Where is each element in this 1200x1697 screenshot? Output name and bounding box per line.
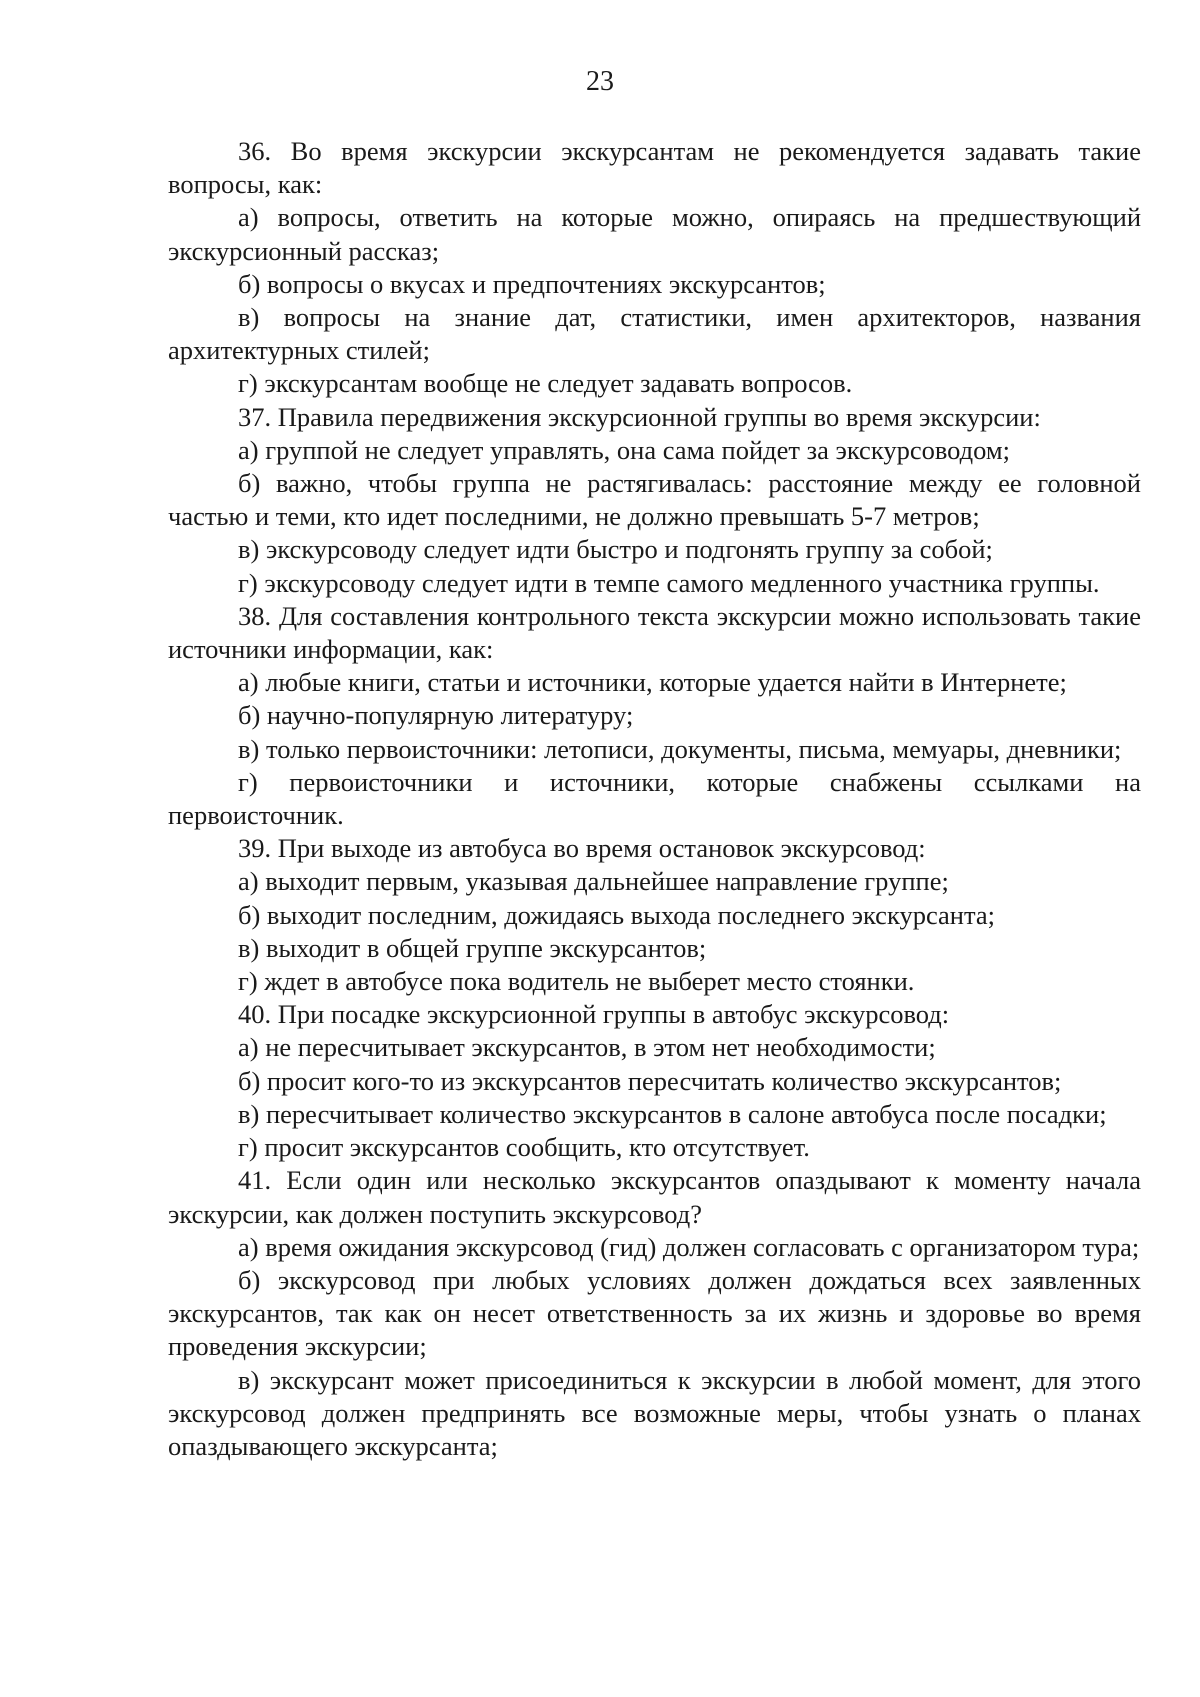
answer-option: б) научно-популярную литературу; bbox=[238, 700, 634, 731]
question-stem: 37. Правила передвижения экскурсионной группы во время экскурсии: bbox=[238, 401, 1041, 432]
answer-option: г) ждет в автобусе пока водитель не выберет место стоянки. bbox=[238, 966, 915, 997]
answer-option: в) пересчитывает количество экскурсантов в салоне автобуса после посадки; bbox=[238, 1098, 1107, 1129]
question-37 bbox=[168, 401, 1141, 600]
answer-option: в) экскурсоводу следует идти быстро и подгонять группу за собой; bbox=[238, 534, 993, 565]
answer-option: в) выходит в общей группе экскурсантов; bbox=[238, 932, 707, 963]
answer-option: б) важно, чтобы группа не растягивалась: расстояние между ее головной частью и теми, кто идет последними, не должно превышать 5-7 метров; bbox=[168, 468, 1141, 532]
page-number: 23 bbox=[586, 66, 614, 97]
answer-option: г) экскурсоводу следует идти в темпе самого медленного участника группы. bbox=[238, 567, 1100, 598]
answer-option: а) время ожидания экскурсовод (гид) должен согласовать с организатором тура; bbox=[238, 1231, 1140, 1262]
document-body bbox=[168, 135, 1141, 1463]
question-stem: 36. Во время экскурсии экскурсантам не рекомендуется задавать такие вопросы, как: bbox=[168, 136, 1141, 200]
answer-option: а) не пересчитывает экскурсантов, в этом нет необходимости; bbox=[238, 1032, 936, 1063]
answer-option: б) экскурсовод при любых условиях должен дождаться всех заявленных экскурсантов, так как он несет ответственность за их жизнь и здоровье во время проведения экскурсии; bbox=[168, 1264, 1141, 1362]
question-36 bbox=[168, 135, 1141, 401]
question-stem: 39. При выходе из автобуса во время остановок экскурсовод: bbox=[238, 833, 926, 864]
answer-option: г) экскурсантам вообще не следует задавать вопросов. bbox=[238, 368, 853, 399]
answer-option: б) вопросы о вкусах и предпочтениях экскурсантов; bbox=[238, 268, 826, 299]
question-41 bbox=[168, 1164, 1141, 1463]
question-stem: 41. Если один или несколько экскурсантов опаздывают к моменту начала экскурсии, как должен поступить экскурсовод? bbox=[168, 1165, 1141, 1229]
answer-option: г) первоисточники и источники, которые снабжены ссылками на первоисточник. bbox=[168, 766, 1141, 831]
answer-option: в) только первоисточники: летописи, документы, письма, мемуары, дневники; bbox=[238, 733, 1122, 764]
answer-option: б) выходит последним, дожидаясь выхода последнего экскурсанта; bbox=[238, 899, 995, 930]
question-38 bbox=[168, 600, 1141, 832]
answer-option: в) вопросы на знание дат, статистики, имен архитекторов, названия архитектурных стилей; bbox=[168, 302, 1141, 366]
answer-option: г) просит экскурсантов сообщить, кто отсутствует. bbox=[238, 1132, 810, 1163]
answer-option: в) экскурсант может присоединиться к экскурсии в любой момент, для этого экскурсовод должен предпринять все возможные меры, чтобы узнать о планах опаздывающего экскурсанта; bbox=[168, 1364, 1141, 1461]
answer-option: б) просит кого-то из экскурсантов пересчитать количество экскурсантов; bbox=[238, 1065, 1062, 1096]
answer-option: а) любые книги, статьи и источники, которые удается найти в Интернете; bbox=[238, 667, 1067, 698]
answer-option: а) вопросы, ответить на которые можно, опираясь на предшествующий экскурсионный рассказ; bbox=[168, 202, 1141, 266]
answer-option: а) группой не следует управлять, она сама пойдет за экскурсоводом; bbox=[238, 434, 1011, 465]
answer-option: а) выходит первым, указывая дальнейшее направление группе; bbox=[238, 866, 949, 897]
question-stem: 38. Для составления контрольного текста экскурсии можно использовать такие источники информации, как: bbox=[168, 600, 1141, 665]
question-39 bbox=[168, 832, 1141, 998]
question-stem: 40. При посадке экскурсионной группы в автобус экскурсовод: bbox=[238, 999, 950, 1030]
question-40 bbox=[168, 998, 1141, 1164]
